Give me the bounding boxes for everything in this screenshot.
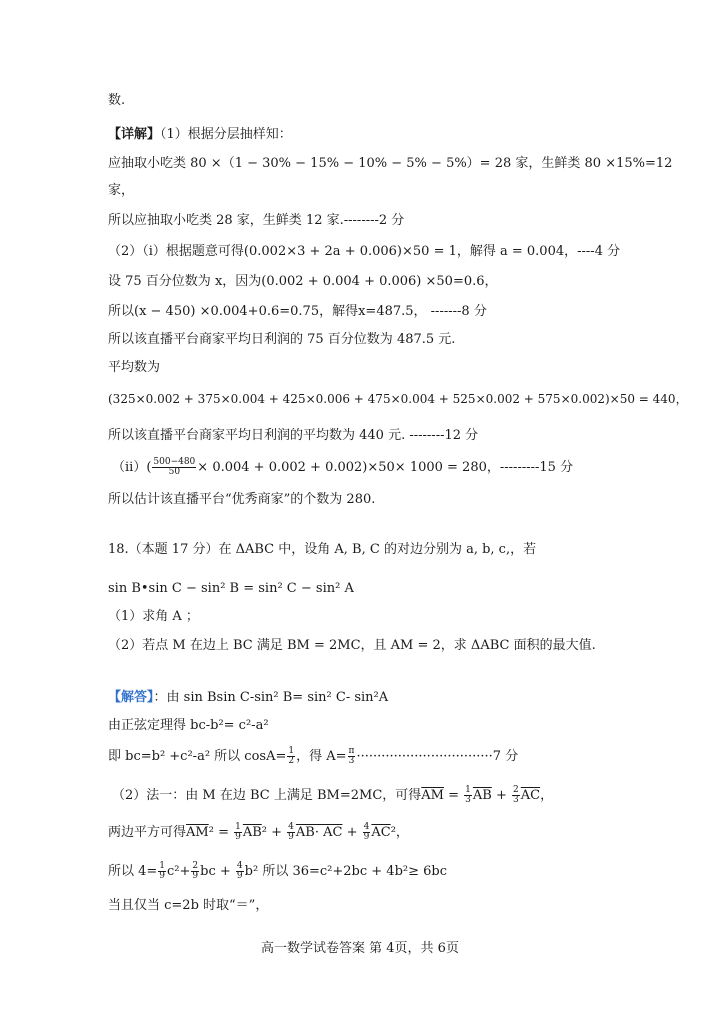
text-line-5: 所以应抽取小吃类 28 家，生鲜类 12 家.--------2 分: [108, 213, 405, 228]
vector-am: $\overline{AM}$: [186, 825, 209, 840]
fraction-denominator: 3: [465, 795, 471, 805]
solution-line-4: [112, 786, 553, 805]
fraction: [363, 823, 371, 842]
expr-part: =: [443, 788, 464, 803]
fraction-denominator: 50: [168, 467, 181, 477]
fraction: [152, 458, 196, 477]
problem-18-title: 18.（本题 17 分）在 ΔABC 中，设角 A, B, C 的对边分别为 a, b, c,，若: [108, 542, 537, 557]
fraction-denominator: 9: [288, 832, 294, 842]
fraction: [287, 747, 295, 766]
solution-line-7: 当且仅当 c=2b 时取“＝”，: [108, 898, 269, 913]
expr-part: ，: [540, 788, 554, 803]
fraction-denominator: 9: [192, 871, 199, 881]
fraction: [464, 786, 472, 805]
text-line-4: 家，: [108, 183, 135, 198]
fraction: [191, 862, 199, 881]
fraction: [236, 862, 244, 881]
expr-part: ·································7 分: [356, 749, 519, 764]
fraction-numerator: 4: [363, 822, 370, 832]
text-line-12: 所以该直播平台商家平均日利润的平均数为 440 元. --------12 分: [108, 428, 479, 443]
solution-heading: 【解答】: [108, 690, 154, 705]
text-line-6: （2）（i）根据题意可得(0.002×3 + 2a + 0.006)×50 = 1，解得 a = 0.004，----4 分: [108, 244, 621, 259]
problem-18-part1: （1）求角 A ；: [108, 609, 199, 624]
text-line-14: 所以估计该直播平台“优秀商家”的个数为 280.: [108, 492, 376, 507]
solution-text: ：由 sin Bsin C-sin² B= sin² C- sin²A: [153, 690, 389, 705]
expr-part: 所以 4=: [108, 864, 158, 879]
fraction-denominator: 3: [348, 756, 355, 766]
vector-ab: $\overline{AB}$: [472, 788, 492, 803]
text-line-2: [108, 126, 292, 144]
fraction-denominator: 9: [159, 871, 166, 881]
text-line-8: 所以(x − 450) ×0.004+0.6=0.75，解得x=487.5， -------8 分: [108, 304, 487, 319]
detail-heading: 【详解】: [108, 127, 161, 142]
fraction-numerator: 500−480: [153, 457, 196, 467]
fraction: [158, 862, 166, 881]
solution-line-3: [108, 747, 518, 766]
fraction: [348, 747, 356, 766]
expr-part: 即 bc=b² +c²-a² 所以 cosA=: [108, 749, 287, 764]
problem-18-condition: sin B•sin C − sin² B = sin² C − sin² A: [108, 581, 354, 596]
expr-part: +: [491, 788, 512, 803]
expr-part: ² =: [208, 825, 234, 840]
fraction-numerator: 1: [288, 746, 295, 756]
fraction-denominator: 9: [236, 871, 243, 881]
text-line-13: [112, 458, 573, 477]
page-footer: 高一数学试卷答案 第 4页，共 6页: [261, 941, 459, 956]
text-line-7: 设 75 百分位数为 x，因为(0.002 + 0.004 + 0.006) ×50=0.6，: [108, 274, 498, 289]
fraction-numerator: π: [348, 746, 355, 756]
fraction-denominator: 3: [513, 795, 519, 805]
vector-ab: $\overline{AB}$: [242, 825, 262, 840]
fraction: [287, 823, 295, 842]
expr-part: ²，: [390, 825, 409, 840]
expr-part: （ii）(: [112, 460, 152, 475]
text-line-11: (325×0.002 + 375×0.004 + 425×0.006 + 475×0.004 + 525×0.002 + 575×0.002)×50 = 440，: [108, 392, 688, 406]
expr-part: × 0.004 + 0.002 + 0.002)×50× 1000 = 280，---------15 分: [197, 460, 574, 475]
text-line-10: 平均数为: [108, 360, 161, 375]
expr-part: +: [342, 825, 362, 840]
vector-ac: $\overline{AC}$: [520, 788, 541, 803]
expr-part: （2）法一：由 M 在边 BC 上满足 BM=2MC，可得: [112, 788, 422, 803]
expr-part: ，得 A=: [296, 749, 347, 764]
expr-part: 两边平方可得: [108, 825, 187, 840]
fraction-numerator: 1: [159, 861, 166, 871]
solution-line-6: [108, 862, 447, 881]
text-line-9: 所以该直播平台商家平均日利润的 75 百分位数为 487.5 元.: [108, 332, 456, 347]
solution-line-2: 由正弦定理得 bc-b²= c²-a²: [108, 718, 269, 733]
fraction-numerator: 2: [513, 785, 519, 795]
vector-am: $\overline{AM}$: [421, 788, 444, 803]
fraction-denominator: 9: [363, 832, 370, 842]
expr-part: ² +: [261, 825, 287, 840]
fraction-numerator: 1: [465, 785, 471, 795]
text-line-3: 应抽取小吃类 80 ×（1 − 30% − 15% − 10% − 5% − 5%）= 28 家，生鲜类 80 ×15%=12: [108, 156, 673, 171]
expr-part: c²+: [167, 864, 191, 879]
fraction-denominator: 9: [235, 832, 241, 842]
expr-part: b² 所以 36=c²+2bc + 4b²≥ 6bc: [244, 864, 448, 879]
vector-ab-ac: AB· AC: [295, 825, 343, 840]
fraction-denominator: 2: [288, 756, 295, 766]
problem-18-part2: （2）若点 M 在边上 BC 满足 BM = 2MC，且 AM = 2，求 ΔABC 面积的最大值.: [108, 638, 596, 653]
fraction-numerator: 4: [288, 822, 294, 832]
expr-part: bc +: [200, 864, 235, 879]
text-line-1: 数.: [108, 93, 126, 108]
fraction: [512, 786, 520, 805]
detail-text: （1）根据分层抽样知：: [160, 127, 292, 142]
solution-line-5: [108, 823, 409, 842]
fraction: [234, 823, 242, 842]
fraction-numerator: 4: [236, 861, 243, 871]
fraction-numerator: 1: [235, 822, 241, 832]
fraction-numerator: 2: [192, 861, 199, 871]
solution-line-1: [108, 689, 388, 707]
vector-ac: $\overline{AC}$: [371, 825, 391, 840]
